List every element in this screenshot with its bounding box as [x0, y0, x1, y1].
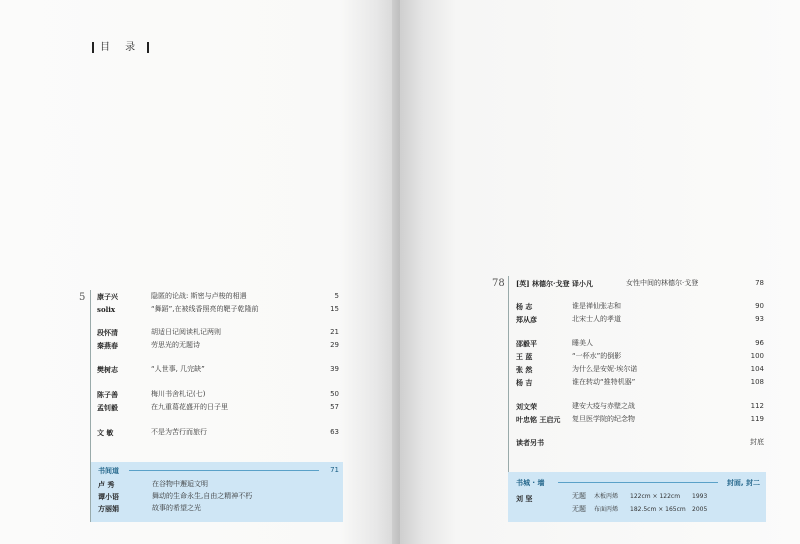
- toc-entry: [97, 341, 339, 350]
- entry-page: 100: [750, 352, 764, 360]
- toc-title-text: 目 录: [100, 42, 142, 53]
- entry-author: 康子兴: [97, 292, 118, 301]
- section-heading: 书间道: [98, 467, 119, 475]
- entry-title: 女性中间的林德尔·戈登: [626, 279, 699, 287]
- toc-entry: [516, 415, 764, 424]
- entry-title: 谁是禅仙张志和: [572, 302, 621, 310]
- toc-entry: [516, 352, 764, 361]
- entry-author: 卢 秀: [98, 480, 115, 489]
- entry-author: 樊树志: [97, 365, 118, 374]
- artwork-title: 无题: [572, 492, 586, 500]
- toc-entry: [97, 403, 339, 412]
- entry-title: “一杯水”的倒影: [572, 352, 622, 360]
- section-right-label: 封面, 封二: [726, 479, 760, 487]
- entry-title: 睡美人: [572, 339, 593, 347]
- entry-author: 秦燕春: [97, 341, 118, 350]
- entry-title: 劳思光的无题诗: [151, 341, 200, 349]
- entry-page: 96: [755, 339, 764, 347]
- toc-entry: [516, 302, 764, 311]
- toc-title: [86, 38, 155, 53]
- entry-author: 叶忠铭 王启元: [516, 415, 561, 424]
- entry-title: 梅川书舍札记(七): [151, 390, 206, 398]
- section-rule: [129, 470, 319, 471]
- right-section-box: [508, 472, 766, 522]
- entry-title: 舞动的生命永生,自由之精神不朽: [152, 492, 253, 500]
- entry-title: “人世事, 几完缺”: [151, 365, 205, 373]
- toc-entry: [516, 402, 764, 411]
- entry-title: 在九重葛花盛开的日子里: [151, 403, 228, 411]
- entry-page: 63: [330, 428, 339, 436]
- entry-author: 邵毅平: [516, 339, 537, 348]
- entry-title: 复旦医学院的纪念物: [572, 415, 635, 423]
- entry-page: 93: [755, 315, 764, 323]
- entry-author: 孟钊毅: [97, 403, 118, 412]
- entry-title: 胡适日记阅读札记两则: [151, 328, 221, 336]
- entry-author: 段怀清: [97, 328, 118, 337]
- entry-author: 方丽娟: [98, 504, 119, 513]
- toc-entry: [97, 390, 339, 399]
- right-page-number: 78: [492, 278, 505, 289]
- entry-author: 谭小语: [98, 492, 119, 501]
- entry-title: 为什么是安妮·埃尔诺: [572, 365, 638, 373]
- toc-entry: [97, 292, 339, 301]
- section-page: 71: [330, 466, 339, 474]
- toc-entry: [516, 365, 764, 374]
- toc-entry: [516, 378, 764, 387]
- artwork-title: 无题: [572, 505, 586, 513]
- entry-page: 15: [330, 305, 339, 313]
- entry-page: 108: [750, 378, 764, 386]
- entry-page: 21: [330, 328, 339, 336]
- section-heading: 书城 · 墙: [516, 479, 545, 487]
- entry-page: 119: [750, 415, 764, 423]
- artwork-year: 1993: [692, 493, 708, 500]
- right-page: [400, 0, 800, 544]
- entry-page: 112: [750, 402, 764, 410]
- section-rule: [558, 482, 718, 483]
- entry-page: 50: [330, 390, 339, 398]
- entry-page: 78: [755, 279, 764, 287]
- artwork-size: 182.5cm × 165cm: [630, 506, 686, 513]
- entry-author: 文 敏: [97, 428, 114, 437]
- entry-title: “舞蹈”,在被线香照亮的靶子乾隆前: [151, 305, 259, 313]
- entry-page: 90: [755, 302, 764, 310]
- left-section-box: [91, 462, 343, 522]
- entry-author: 读者另书: [516, 438, 544, 447]
- toc-entry: [97, 305, 339, 314]
- toc-entry: [98, 504, 338, 513]
- entry-author: 陈子善: [97, 390, 118, 399]
- entry-title: 故事的希望之光: [152, 504, 201, 512]
- entry-author: 杨 吉: [516, 378, 533, 387]
- entry-title: 隐匿的论战: 斯密与卢梭的相遇: [151, 292, 247, 300]
- artwork-medium: 布面丙烯: [594, 506, 619, 513]
- entry-page: 104: [750, 365, 764, 373]
- entry-title: 不是为苦行而旅行: [151, 428, 207, 436]
- left-page-number: 5: [79, 292, 86, 303]
- entry-title: 建安大疫与赤壁之战: [572, 402, 635, 410]
- title-bar-right: [147, 42, 149, 53]
- entry-page: 29: [330, 341, 339, 349]
- toc-entry: [97, 365, 339, 374]
- section-author-name: 刘 坚: [516, 494, 533, 503]
- toc-entry-first: [516, 279, 764, 288]
- entry-page: 5: [334, 292, 339, 300]
- entry-author: [英] 林德尔·戈登 译小凡: [516, 279, 593, 288]
- entry-author: solix: [97, 305, 116, 314]
- toc-entry: [98, 492, 338, 501]
- title-bar-left: [92, 42, 94, 53]
- entry-author: 张 然: [516, 365, 533, 374]
- entry-title: 在谷物中邂逅文明: [152, 480, 208, 488]
- entry-title: 谁在转动“推特机器”: [572, 378, 636, 386]
- entry-title: 北宋士人的孝道: [572, 315, 621, 323]
- entry-author: 郑从彦: [516, 315, 537, 324]
- toc-entry: [516, 315, 764, 324]
- entry-author: 王 蓝: [516, 352, 533, 361]
- artwork-year: 2005: [692, 506, 708, 513]
- toc-entry: [97, 328, 339, 337]
- artwork-size: 122cm × 122cm: [630, 493, 681, 500]
- entry-page: 57: [330, 403, 339, 411]
- toc-entry: [516, 339, 764, 348]
- toc-entry: [516, 438, 764, 447]
- entry-author: 杨 志: [516, 302, 533, 311]
- entry-page: 39: [330, 365, 339, 373]
- entry-page: 封底: [750, 438, 764, 446]
- toc-entry: [97, 428, 339, 437]
- toc-entry: [98, 480, 338, 489]
- artwork-medium: 木板丙烯: [594, 493, 619, 500]
- entry-author: 刘文荣: [516, 402, 537, 411]
